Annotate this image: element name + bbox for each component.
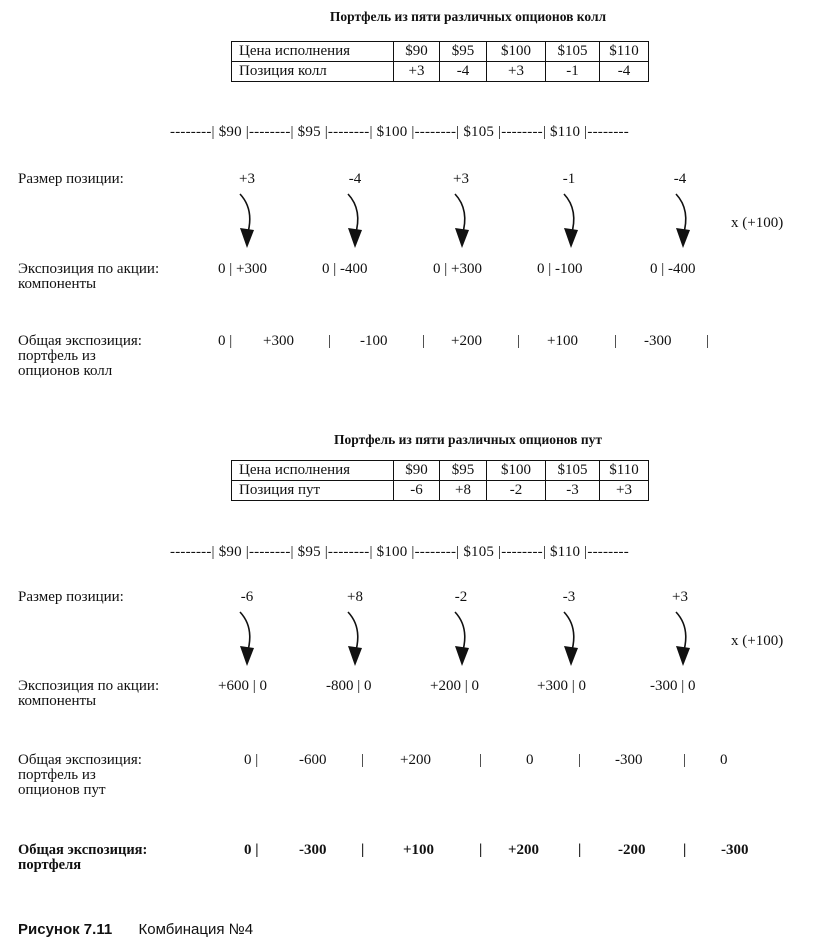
puts-size-value: +3 (672, 589, 688, 605)
portfolio-total-label (18, 843, 147, 872)
calls-total-value: +300 (263, 333, 294, 349)
strike-cell: $110 (600, 42, 649, 62)
puts-strike-row (232, 461, 649, 481)
position-cell: -6 (394, 481, 440, 501)
exposure-label-line: Экспозиция по акции: (18, 261, 160, 277)
calls-exposure-value: 0 | -400 (322, 261, 368, 277)
puts-total-value: 0 (720, 752, 728, 768)
strike-label: Цена исполнения (232, 461, 394, 481)
portfolio-total-sep: | (361, 842, 365, 858)
position-cell: +3 (600, 481, 649, 501)
puts-size-value: +8 (347, 589, 363, 605)
total-label-line: Общая экспозиция: (18, 333, 142, 349)
figure-caption (18, 922, 253, 937)
calls-total-label (18, 334, 142, 379)
portfolio-total-sep: | (578, 842, 582, 858)
calls-strike-row (232, 42, 649, 62)
puts-total-sep: | (361, 752, 365, 768)
puts-exposure-value: -800 | 0 (326, 678, 372, 694)
puts-exposure-label (18, 679, 159, 709)
curved-arrow-icon (560, 192, 584, 250)
curved-arrow-icon (672, 192, 696, 250)
curved-arrow-icon (451, 192, 475, 250)
puts-exposure-value: +600 | 0 (218, 678, 267, 694)
portfolio-total-value: -300 (299, 842, 327, 858)
position-cell: +3 (394, 62, 440, 82)
puts-position-row (232, 481, 649, 501)
exposure-label-line: компоненты (18, 693, 97, 709)
calls-total-sep: | (517, 333, 521, 349)
position-cell: -1 (546, 62, 600, 82)
puts-total-sep: | (578, 752, 582, 768)
curved-arrow-icon (344, 192, 368, 250)
total-label-line: Общая экспозиция: (18, 752, 142, 768)
puts-total-value: -600 (299, 752, 327, 768)
figure-number: Рисунок 7.11 (18, 921, 113, 938)
calls-total-value: -100 (360, 333, 388, 349)
position-label: Позиция пут (232, 481, 394, 501)
puts-exposure-value: +300 | 0 (537, 678, 586, 694)
puts-total-value: -300 (615, 752, 643, 768)
strike-cell: $95 (440, 461, 487, 481)
calls-total-value: +200 (451, 333, 482, 349)
puts-price-line: --------| $90 |--------| $95 |--------| $100 |--------| $105 |--------| $110 |-------- (170, 544, 629, 560)
puts-total-value: +200 (400, 752, 431, 768)
total-label-line: портфель из (18, 348, 96, 364)
puts-total-sep: | (479, 752, 483, 768)
calls-exposure-value: 0 | -100 (537, 261, 583, 277)
strike-label: Цена исполнения (232, 42, 394, 62)
position-cell: -3 (546, 481, 600, 501)
strike-cell: $110 (600, 461, 649, 481)
calls-total-value: +100 (547, 333, 578, 349)
calls-position-row (232, 62, 649, 82)
calls-size-value: +3 (239, 171, 255, 187)
puts-size-value: -3 (562, 589, 576, 605)
puts-multiplier: x (+100) (731, 633, 784, 649)
portfolio-total-value: -300 (721, 842, 749, 858)
puts-total-value: 0 | (244, 752, 259, 768)
calls-exposure-value: 0 | -400 (650, 261, 696, 277)
portfolio-total-value: -200 (618, 842, 646, 858)
curved-arrow-icon (672, 610, 696, 668)
puts-size-label: Размер позиции: (18, 589, 124, 605)
puts-exposure-value: -300 | 0 (650, 678, 696, 694)
exposure-label-line: компоненты (18, 276, 97, 292)
strike-cell: $100 (487, 461, 546, 481)
calls-total-sep: | (706, 333, 710, 349)
total-label-line: портфель из (18, 767, 96, 783)
calls-title: Портфель из пяти различных опционов колл (329, 9, 607, 24)
calls-price-line: --------| $90 |--------| $95 |--------| $100 |--------| $105 |--------| $110 |-------- (170, 124, 629, 140)
position-label: Позиция колл (232, 62, 394, 82)
calls-total-sep: | (422, 333, 426, 349)
calls-size-label: Размер позиции: (18, 171, 124, 187)
puts-exposure-value: +200 | 0 (430, 678, 479, 694)
strike-cell: $90 (394, 42, 440, 62)
figure-title: Комбинация №4 (138, 921, 254, 938)
puts-table (231, 460, 649, 501)
calls-table (231, 41, 649, 82)
puts-size-value: -2 (454, 589, 468, 605)
calls-exposure-value: 0 | +300 (218, 261, 267, 277)
position-cell: +8 (440, 481, 487, 501)
puts-total-label (18, 753, 142, 798)
portfolio-total-value: +100 (403, 842, 435, 858)
calls-size-value: +3 (453, 171, 469, 187)
position-cell: -4 (600, 62, 649, 82)
calls-size-value: -1 (562, 171, 576, 187)
calls-exposure-value: 0 | +300 (433, 261, 482, 277)
strike-cell: $90 (394, 461, 440, 481)
puts-total-sep: | (683, 752, 687, 768)
curved-arrow-icon (560, 610, 584, 668)
portfolio-total-value: 0 | (244, 842, 259, 858)
portfolio-total-sep: | (683, 842, 687, 858)
calls-size-value: -4 (348, 171, 362, 187)
position-cell: -4 (440, 62, 487, 82)
puts-total-value: 0 (526, 752, 534, 768)
calls-total-value: 0 | (218, 333, 233, 349)
calls-size-value: -4 (673, 171, 687, 187)
strike-cell: $100 (487, 42, 546, 62)
total-label-line: опционов пут (18, 782, 106, 798)
curved-arrow-icon (344, 610, 368, 668)
position-cell: -2 (487, 481, 546, 501)
portfolio-total-sep: | (479, 842, 483, 858)
strike-cell: $95 (440, 42, 487, 62)
exposure-label-line: Экспозиция по акции: (18, 678, 160, 694)
position-cell: +3 (487, 62, 546, 82)
strike-cell: $105 (546, 42, 600, 62)
calls-total-value: -300 (644, 333, 672, 349)
calls-total-sep: | (328, 333, 332, 349)
puts-size-value: -6 (240, 589, 254, 605)
curved-arrow-icon (236, 610, 260, 668)
portfolio-total-value: +200 (508, 842, 540, 858)
calls-multiplier: x (+100) (731, 215, 784, 231)
curved-arrow-icon (451, 610, 475, 668)
portfolio-label-line: портфеля (18, 856, 82, 873)
portfolio-label-line: Общая экспозиция: (18, 842, 148, 858)
calls-total-sep: | (614, 333, 618, 349)
total-label-line: опционов колл (18, 363, 113, 379)
puts-title: Портфель из пяти различных опционов пут (333, 432, 603, 447)
strike-cell: $105 (546, 461, 600, 481)
calls-exposure-label (18, 262, 159, 292)
curved-arrow-icon (236, 192, 260, 250)
